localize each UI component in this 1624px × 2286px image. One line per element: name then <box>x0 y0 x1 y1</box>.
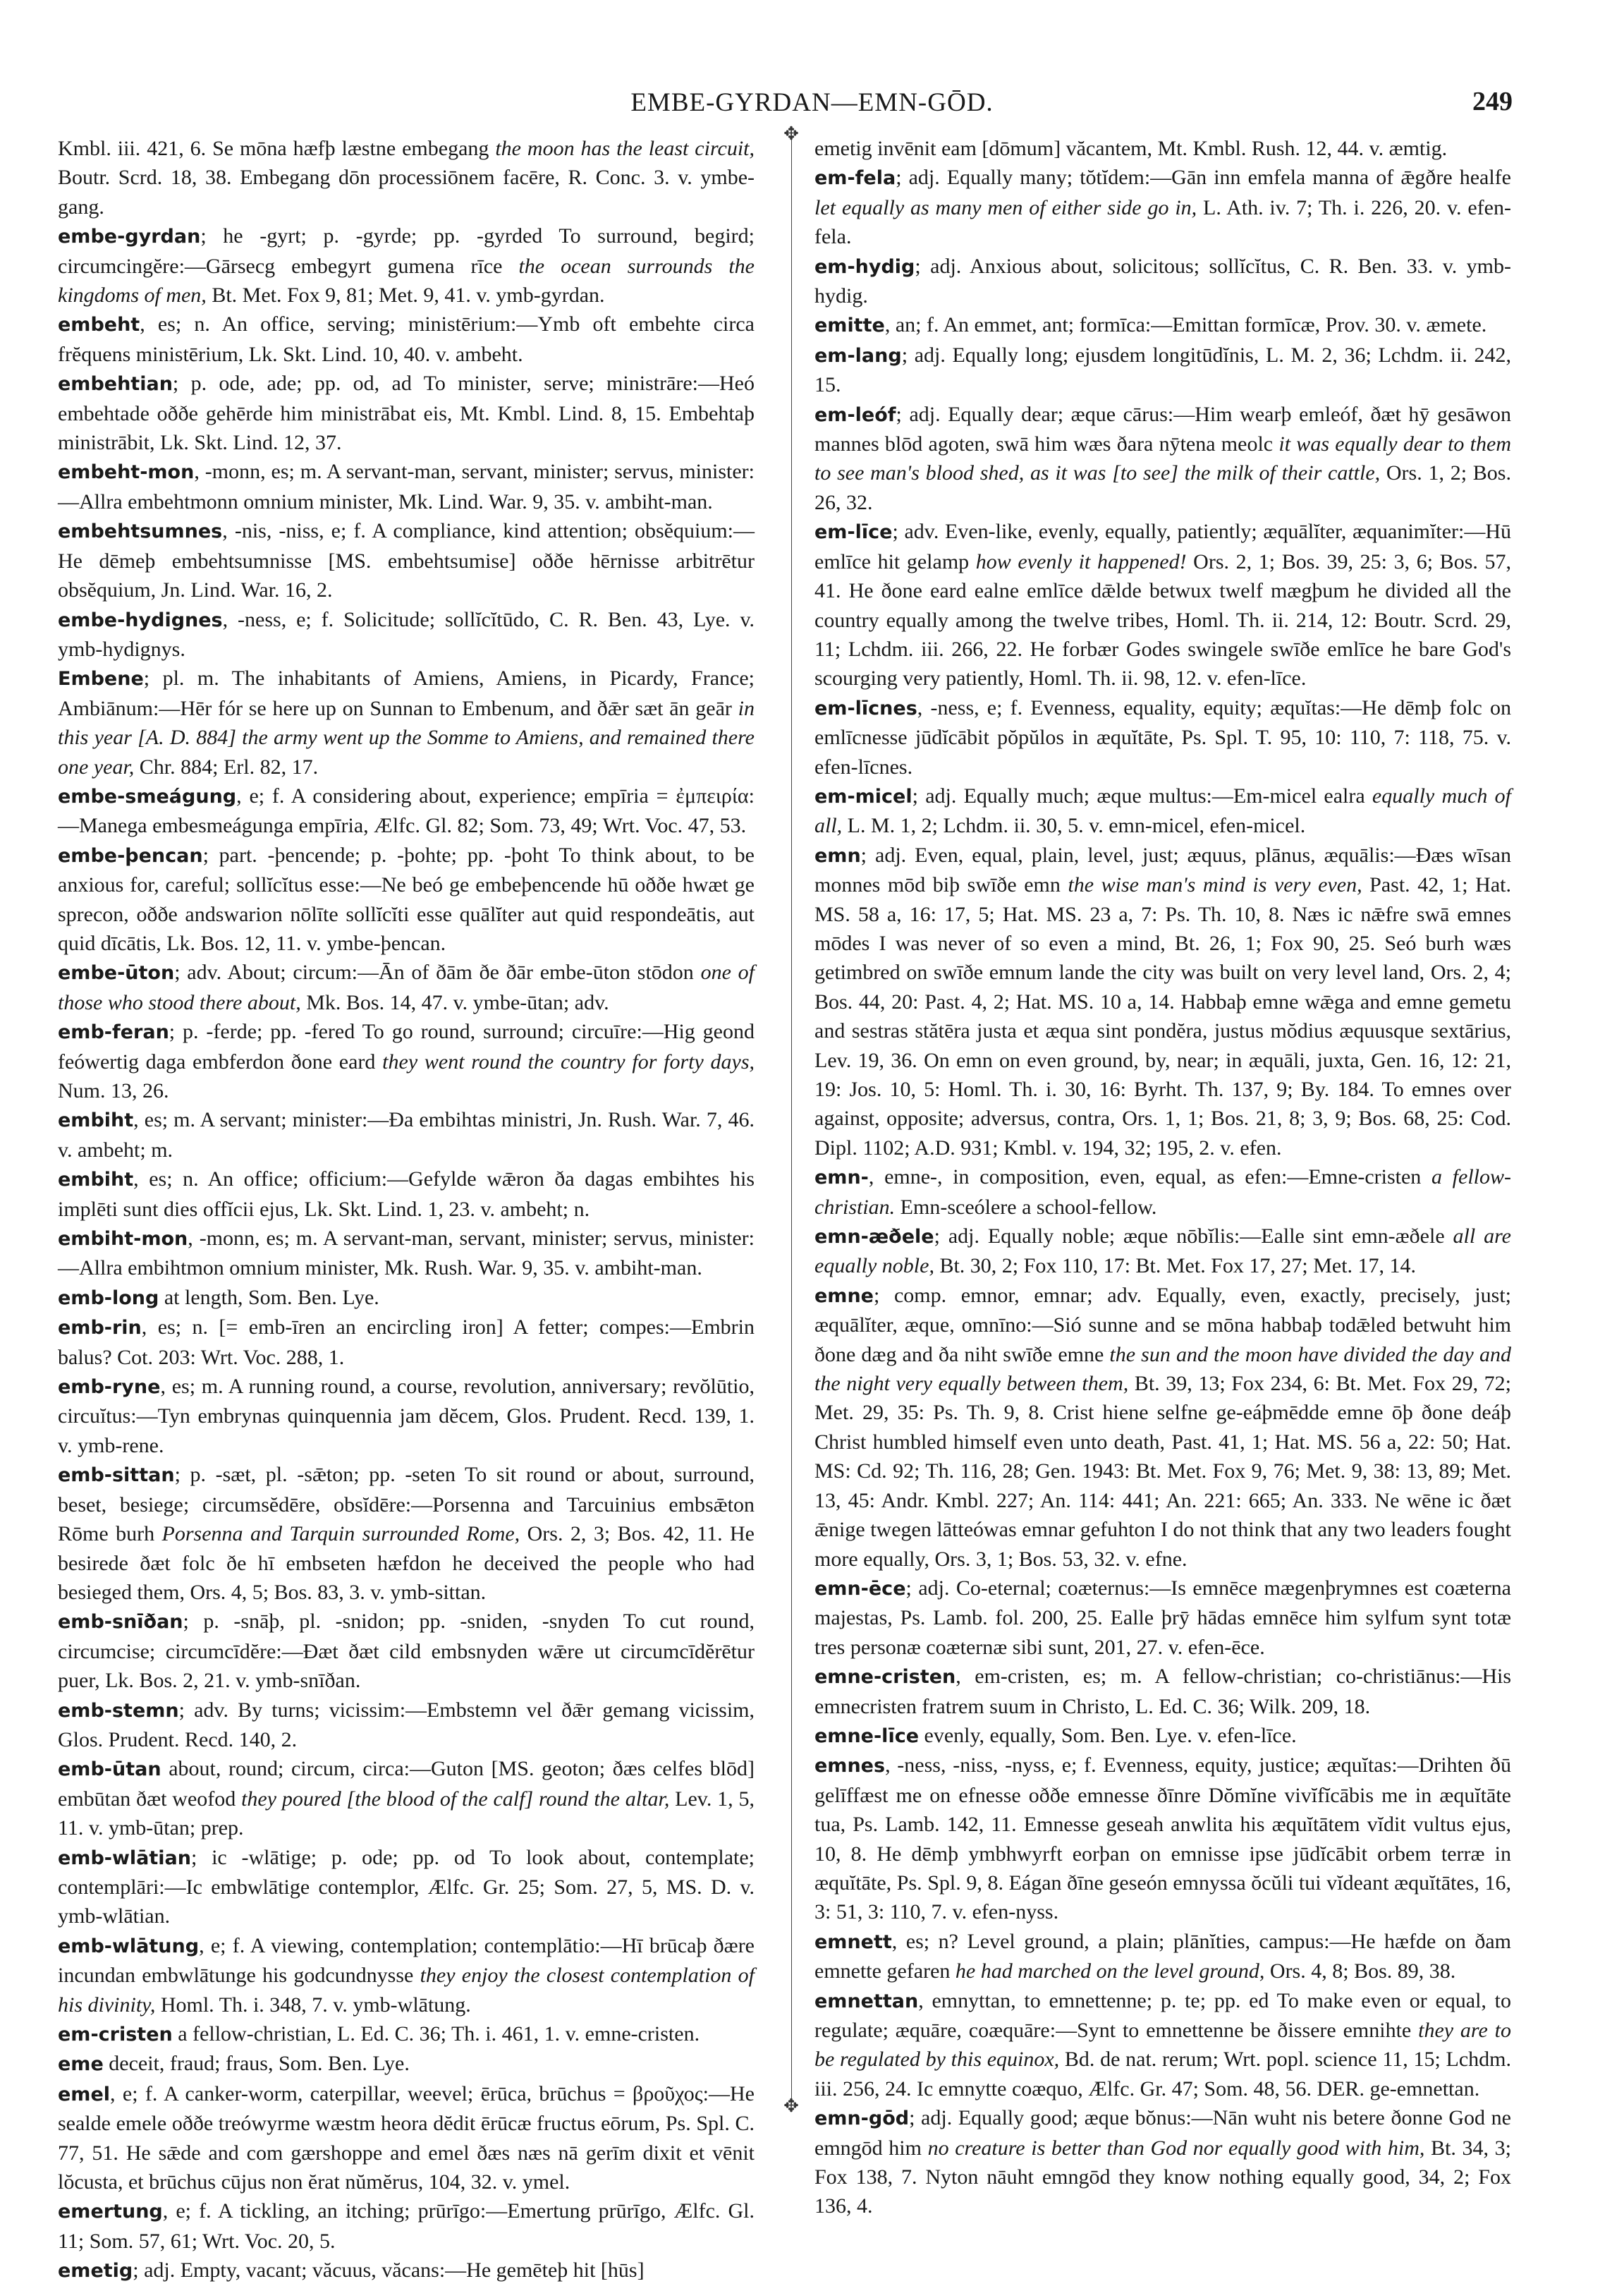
entry-headword: em-leóf <box>814 403 896 426</box>
dictionary-entry <box>58 1931 755 2019</box>
entry-text: ; p. -snāþ, pl. -snidon; pp. -sniden, -snyden To cut round, circumcise; circumcīdĕre:—Ðæt ðæt cild embsnyden wǣre ut circumcīdĕrētur puer, Lk. Bos. 2, 21. v. ymb-snīðan. <box>58 1610 755 1693</box>
entry-text: Mk. Bos. 14, 47. v. ymbe-ūtan; adv. <box>300 990 609 1014</box>
entry-translation: a fellow-christian. <box>814 1165 1511 1219</box>
entry-headword: embe-gyrdan <box>58 226 201 248</box>
entry-text: about, round; circum, circa:—Guton [MS. geoton; ðæs celfes blōd] embūtan ðæt weofod <box>58 1757 755 1811</box>
entry-text: L. M. 1, 2; Lchdm. ii. 30, 5. v. emn-micel, efen-micel. <box>842 814 1306 838</box>
entry-text: Lev. 1, 5, 11. v. ymb-ūtan; prep. <box>58 1787 755 1840</box>
entry-text: Kmbl. iii. 421, 6. Se mōna hæfþ læstne embegang <box>58 137 496 160</box>
entry-headword: emn <box>814 844 861 867</box>
entry-headword: eme <box>58 2053 104 2076</box>
dictionary-entry <box>58 1607 755 1695</box>
entry-headword: emn-æðele <box>814 1226 934 1248</box>
entry-text: , an; f. An emmet, ant; formīca:—Emittan formīcæ, Prov. 30. v. æmete. <box>884 313 1487 337</box>
entry-headword: Embene <box>58 668 144 691</box>
dictionary-entry <box>814 1281 1511 1574</box>
entry-text: , es; n. An office; officium:—Gefylde wǣron ða dagas embihtes his implēti sunt dies offĭcii ejus, Lk. Skt. Lind. 1, 23. v. ambeht; n. <box>58 1167 755 1221</box>
entry-text: , es; n. [= emb-īren an encircling iron] A fetter; compes:—Embrin balus? Cot. 203: Wrt. Voc. 288, 1. <box>58 1315 755 1369</box>
entry-headword: emel <box>58 2083 111 2105</box>
entry-headword: em-micel <box>814 785 912 808</box>
entry-text: , es; n? Level ground, a plain; plānĭties, campus:—He hæfde on ðam emnette gefaren <box>814 1929 1511 1983</box>
entry-text: , es; m. A running round, a course, revolution, anniversary; revŏlūtio, circuĭtus:—Tyn embrynas quinquennia jam dĕcem, Glos. Prudent. Recd. 139, 1. v. ymb-rene. <box>58 1375 755 1457</box>
entry-text: , e; f. A canker-worm, caterpillar, weevel; ērūca, brūchus = βροῦχος:—He sealde emele oððe treówyrme wæstm heora dĕdit ērūcæ fructus eōrum, Ps. Spl. C. 77, 51. He sǣde and com gærshoppe and emel ðæs næs nā gerīm dixit et vēnit lŏcusta, et brūchus cūjus non ĕrat nŭmĕrus, 104, 32. v. ymel. <box>58 2081 755 2194</box>
divider-ornament-top-icon: ✥ <box>783 123 799 144</box>
entry-headword: emb-stemn <box>58 1699 179 1722</box>
left-column <box>58 134 755 2282</box>
entry-text: ; adj. Equally much; æque multus:—Em-micel ealra <box>912 784 1372 808</box>
dictionary-entry <box>814 134 1511 163</box>
dictionary-entry <box>58 664 755 782</box>
entry-translation: the ocean surrounds the kingdoms of men, <box>58 254 755 308</box>
entry-text: Chr. 884; Erl. 82, 17. <box>134 755 319 779</box>
dictionary-entry <box>58 841 755 959</box>
entry-headword: em-cristen <box>58 2024 173 2045</box>
entry-text: ; p. ode, ade; pp. od, ad To minister, serve; ministrāre:—Heó embehtade oððe gehērde him ministrābat eis, Mt. Kmbl. Lind. 8, 15. Embehtaþ ministrābit, Lk. Skt. Lind. 12, 37. <box>58 372 755 455</box>
column-divider <box>791 130 792 2105</box>
dictionary-entry <box>58 310 755 369</box>
entry-text: ; adj. Equally long; ejusdem longitūdĭnis, L. M. 2, 36; Lchdm. ii. 242, 15. <box>814 343 1511 397</box>
entry-text: deceit, fraud; fraus, Som. Ben. Lye. <box>103 2052 410 2076</box>
entry-text: , -ness, e; f. Solicitude; sollĭcĭtūdo, C. R. Ben. 43, Lye. v. ymb-hydignys. <box>58 607 755 661</box>
entry-text: Bt. 34, 3; Fox 138, 7. Nyton nāuht emngōd they know nothing equally good, 34, 2; Fox 136, 4. <box>814 2136 1512 2218</box>
entry-text: Ors. 4, 8; Bos. 89, 38. <box>1264 1959 1456 1983</box>
dictionary-entry <box>814 1927 1511 1986</box>
entry-text: ; he -gyrt; p. -gyrde; pp. -gyrded To surround, begird; circumcingĕre:—Gārsecg embegyrt gumena rīce <box>58 224 755 278</box>
entry-headword: em-hydig <box>814 255 915 278</box>
entry-text: Bd. de nat. rerum; Wrt. popl. science 11, 15; Lchdm. iii. 256, 24. Ic emnytte coæquo, Ælfc. Gr. 47; Som. 48, 56. DER. ge-emnettan. <box>814 2048 1511 2100</box>
entry-text: , e; f. A considering about, experience; empīria = ἐμπειρία:—Manega embesmeágunga empīria, Ælfc. Gl. 82; Som. 73, 49; Wrt. Voc. 47, 53. <box>58 784 755 838</box>
dictionary-entry <box>58 2079 755 2197</box>
entry-text: ; adv. About; circum:—Ān of ðām ðe ðār embe-ūton stōdon <box>174 961 701 985</box>
entry-text: ; adj. Equally dear; æque cārus:—Him wearþ emleóf, ðæt hȳ gesāwon mannes blōd agoten, swā him wæs ðara nȳtena meolc <box>814 402 1511 456</box>
dictionary-entry <box>58 2256 755 2285</box>
entry-text: Emn-sceólere a school-fellow. <box>895 1195 1157 1219</box>
entry-headword: emertung <box>58 2201 163 2223</box>
entry-headword: emb-wlātian <box>58 1847 191 1869</box>
dictionary-entry <box>58 2196 755 2256</box>
entry-headword: emb-wlātung <box>58 1935 200 1957</box>
entry-headword: embiht <box>58 1109 134 1132</box>
entry-text: , e; f. A viewing, contemplation; contemplātio:—Hī brūcaþ ðære incundan embwlātunge his godcundnysse <box>58 1933 755 1988</box>
entry-text: Ors. 2, 3; Bos. 42, 11. He besirede ðæt folc ðe hī embseten hæfdon he deceived the people who had besieged them, Ors. 4, 5; Bos. 83, 3. v. ymb-sittan. <box>58 1522 755 1604</box>
entry-text: Homl. Th. i. 348, 7. v. ymb-wlātung. <box>155 1993 471 2017</box>
entry-translation: they enjoy the closest contemplation of his divinity, <box>58 1964 755 2017</box>
entry-headword: emetig <box>58 2260 133 2282</box>
dictionary-entry <box>58 1754 755 1842</box>
entry-translation: they are to be regulated by this equinox, <box>814 2019 1512 2072</box>
dictionary-entry <box>814 310 1511 340</box>
dictionary-entry <box>814 1662 1511 1721</box>
entry-headword: emnett <box>814 1931 892 1953</box>
entry-text: Bt. 30, 2; Fox 110, 17: Bt. Met. Fox 17, 27; Met. 17, 14. <box>934 1254 1417 1278</box>
dictionary-entry <box>58 221 755 310</box>
dictionary-entry <box>814 2103 1511 2221</box>
dictionary-entry <box>814 1721 1511 1751</box>
entry-text: Bt. Met. Fox 9, 81; Met. 9, 41. v. ymb-gyrdan. <box>206 284 605 308</box>
entry-headword: emb-rin <box>58 1317 142 1339</box>
entry-text: Boutr. Scrd. 18, 38. Embegang dōn processiōnem facēre, R. Conc. 3. v. ymbe-gang. <box>58 166 755 219</box>
dictionary-entry <box>58 1460 755 1607</box>
dictionary-entry <box>58 457 755 516</box>
page-number: 249 <box>1472 87 1513 116</box>
entry-headword: embiht-mon <box>58 1228 188 1251</box>
entry-translation: it was equally dear to them to see man's blood shed, as it was [to see] the milk of their cattle, <box>814 432 1511 485</box>
entry-text: a fellow-christian, L. Ed. C. 36; Th. i. 461, 1. v. emne-cristen. <box>172 2022 700 2045</box>
dictionary-entry <box>814 1574 1511 1662</box>
entry-translation: Porsenna and Tarquin surrounded Rome, <box>161 1522 520 1546</box>
entry-headword: embe-hydignes <box>58 609 223 631</box>
dictionary-entry <box>58 782 755 841</box>
entry-text: , emne-, in composition, even, equal, as efen:—Emne-cristen <box>868 1165 1431 1189</box>
dictionary-entry <box>58 1313 755 1372</box>
entry-text: Bt. 39, 13; Fox 234, 6: Bt. Met. Fox 29, 72; Met. 29, 35: Ps. Th. 9, 8. Crist hiene selfne ge-eáþmēdde emne ōþ ðone deáþ Christ humbled himself even unto death, Past. 41, 1; Hat. MS. 56 a, 22: 50; Hat. MS: Cd. 92; Th. 116, 28; Gen. 1943: Bt. Met. Fox 9, 76; Met. 9, 38: 13, 89; Met. 13, 45: Andr. Kmbl. 227; An. 114: 441; An. 221: 665; An. 333. Ne wēne ic ðæt ǣnige twegen lātteówas emnar gefuhton I do not think that any two leaders fought more equally, Ors. 3, 1; Bos. 53, 32. v. efne. <box>814 1372 1511 1571</box>
entry-headword: emn- <box>814 1167 869 1189</box>
entry-headword: emn-ēce <box>814 1577 906 1600</box>
entry-text: , emnyttan, to emnettenne; p. te; pp. ed To make even or equal, to regulate; æquāre, coæquāre:—Synt to emnettenne be ðissere emnihte <box>814 1988 1511 2042</box>
entry-text: , em-cristen, es; m. A fellow-christian; co-christiānus:—His emnecristen fratrem suum in Christo, L. Ed. C. 36; Wilk. 209, 18. <box>814 1665 1511 1718</box>
entry-text: ; p. -sæt, pl. -sǣton; pp. -seten To sit round or about, surround, beset, besiege; circumsĕdēre, obsĭdēre:—Porsenna and Tarcuinius embsǣton Rōme burh <box>58 1463 755 1546</box>
entry-headword: emn-gōd <box>814 2108 910 2130</box>
entry-translation: in this year [A. D. 884] the army went up the Somme to Amiens, and remained there one year, <box>58 696 755 779</box>
dictionary-entry <box>58 1283 755 1313</box>
entry-headword: emb-snīðan <box>58 1611 183 1634</box>
entry-headword: embehtsumnes <box>58 521 223 543</box>
entry-headword: emne-cristen <box>814 1666 956 1689</box>
dictionary-entry <box>58 1165 755 1224</box>
dictionary-entry <box>814 400 1511 518</box>
dictionary-entry <box>814 1162 1511 1222</box>
dictionary-entry <box>58 134 755 221</box>
entry-text: L. Ath. iv. 7; Th. i. 226, 20. v. efen-fela. <box>814 195 1511 249</box>
dictionary-entry <box>814 341 1511 400</box>
entry-headword: emb-ūtan <box>58 1758 161 1781</box>
entry-text: ; part. -þencende; p. -þohte; pp. -þoht To think about, to be anxious for, careful; sollĭcĭtus esse:—Ne beó ge embeþencende hū oððe hwæt ge sprecon, oððe andswarion nōlīte sollĭcĭti esse quālĭter aut quid respondeātis, aut quid dīcātis, Lk. Bos. 12, 11. v. ymbe-þencan. <box>58 843 755 955</box>
entry-text: ; adj. Equally noble; æque nōbĭlis:—Ealle sint emn-æðele <box>934 1224 1453 1248</box>
entry-translation: how evenly it happened! <box>975 549 1187 573</box>
entry-translation: the moon has the least circuit, <box>495 137 755 160</box>
dictionary-entry <box>58 1696 755 1755</box>
entry-text: Num. 13, 26. <box>58 1079 169 1102</box>
dictionary-entry <box>58 1105 755 1165</box>
entry-text: ; adj. Anxious about, solicitous; sollĭcĭtus, C. R. Ben. 33. v. ymb-hydig. <box>814 254 1511 308</box>
entry-headword: emb-sittan <box>58 1464 175 1487</box>
entry-text: ; ic -wlātige; p. ode; pp. od To look about, contemplate; contemplāri:—Ic embwlātige contemplor, Ælfc. Gr. 25; Som. 27, 5, MS. D. v. ymb-wlātian. <box>58 1845 755 1928</box>
entry-text: evenly, equally, Som. Ben. Lye. v. efen-līce. <box>919 1723 1297 1747</box>
entry-headword: embe-þencan <box>58 844 203 867</box>
entry-text: , e; f. A tickling, an itching; prūrīgo:—Emertung prūrīgo, Ælfc. Gl. 11; Som. 57, 61; Wrt. Voc. 20, 5. <box>58 2199 755 2253</box>
dictionary-entry <box>814 693 1511 782</box>
entry-text: ; adv. Even-like, evenly, equally, patiently; æquālĭter, æquanimĭter:—Hū emlīce hit gelamp <box>814 520 1511 573</box>
entry-headword: embe-ūton <box>58 962 175 985</box>
entry-text: , -monn, es; m. A servant-man, servant, minister; servus, minister:—Allra embehtmonn omnium minister, Mk. Lind. War. 9, 35. v. ambiht-man. <box>58 460 755 513</box>
page-title: EMBE-GYRDAN—EMN-GŌD. <box>630 88 994 117</box>
entry-translation: they poured [the blood of the calf] round the altar, <box>241 1787 670 1811</box>
entry-text: ; adj. Empty, vacant; văcuus, văcans:—He gemēteþ hit [hūs] <box>133 2258 645 2282</box>
dictionary-entry <box>58 605 755 664</box>
dictionary-entry <box>58 1017 755 1105</box>
entry-translation: all are equally noble, <box>814 1224 1511 1278</box>
entry-text: , es; m. A servant; minister:—Ða embihtas ministri, Jn. Rush. War. 7, 46. v. ambeht; m. <box>58 1108 755 1162</box>
entry-headword: emitte <box>814 315 885 337</box>
entry-headword: embeht <box>58 314 140 336</box>
dictionary-entry <box>58 1372 755 1460</box>
entry-translation: no creature is better than God nor equally good with him, <box>927 2136 1425 2160</box>
entry-text: ; pl. m. The inhabitants of Amiens, Amiens, in Picardy, France; Ambiānum:—Hēr fór se here up on Sunnan to Embenum, and ðǣr sæt ān geār <box>58 667 755 720</box>
entry-headword: embe-smeágung <box>58 785 237 808</box>
dictionary-entry <box>814 1222 1511 1281</box>
entry-text: ; adj. Co-eternal; coæternus:—Is emnēce mægenþrymnes est coæterna majestas, Ps. Lamb. fol. 200, 25. Ealle þrȳ hādas emnēce him sylfum synt totæ tres personæ coæternæ sibi sunt, 201, 27. v. efen-ēce. <box>814 1576 1511 1659</box>
entry-text: , -ness, e; f. Evenness, equality, equity; æquĭtas:—He dēmþ folc on emlīcnesse jūdĭcābit pŏpŭlos in æquĭtāte, Ps. Spl. T. 95, 10: 110, 7: 118, 75. v. efen-līcnes. <box>814 695 1511 779</box>
entry-text: , -monn, es; m. A servant-man, servant, minister; servus, minister:—Allra embihtmon omnium minister, Mk. Rush. War. 9, 35. v. ambiht-man. <box>58 1227 755 1280</box>
entry-text: , es; n. An office, serving; ministērium:—Ymb oft embehte circa frĕquens ministērium, Lk. Skt. Lind. 10, 40. v. ambeht. <box>58 312 755 366</box>
entry-headword: em-līcnes <box>814 697 917 719</box>
dictionary-entry <box>58 958 755 1017</box>
entry-headword: emb-feran <box>58 1021 169 1044</box>
entry-translation: let equally as many men of either side go in, <box>814 195 1197 219</box>
dictionary-entry <box>814 782 1511 841</box>
entry-translation: the sun and the moon have divided the day and the night very equally between them, <box>814 1342 1511 1396</box>
entry-headword: em-lang <box>814 344 902 367</box>
entry-text: emetig invēnit eam [dōmum] văcantem, Mt. Kmbl. Rush. 12, 44. v. æmtig. <box>814 137 1448 160</box>
entry-headword: emb-long <box>58 1287 159 1309</box>
dictionary-entry <box>58 2019 755 2049</box>
dictionary-entry <box>814 1986 1511 2104</box>
dictionary-entry <box>814 1751 1511 1926</box>
entry-headword: emnes <box>814 1755 886 1777</box>
entry-translation: one of those who stood there about, <box>58 961 755 1014</box>
entry-text: ; comp. emnor, emnar; adv. Equally, even, exactly, precisely, just; æquālĭter, æque, omnīno:—Sió sunne and se mōna habbaþ todǣled betwuht him ðone dæg and ða niht swīðe emne <box>814 1283 1511 1366</box>
entry-headword: emne-līce <box>814 1725 920 1747</box>
entry-text: , -nis, -niss, e; f. A compliance, kind attention; obsĕquium:—He dēmeþ embehtsumnisse [MS. embehtsumise] oððe hērnisse arbitrētur obsĕquium, Jn. Lind. War. 16, 2. <box>58 519 755 602</box>
entry-headword: emnettan <box>814 1990 919 2012</box>
right-column <box>814 134 1512 2218</box>
entry-text: ; p. -ferde; pp. -fered To go round, surround; circuīre:—Hig geond feówertig daga embferdon ðone eard <box>58 1020 755 1074</box>
entry-headword: emb-ryne <box>58 1376 161 1399</box>
running-header <box>99 83 1525 123</box>
dictionary-entry <box>58 2049 755 2079</box>
entry-text: Ors. 1, 2; Bos. 26, 32. <box>814 461 1511 514</box>
entry-text: Past. 42, 1; Hat. MS. 58 a, 16: 17, 5; Hat. MS. 23 a, 7: Ps. Th. 10, 8. Næs ic nǣfre swā emnes mōdes I was never of so even a mind, Bt. 26, 1; Fox 90, 25. Seó burh wæs getimbred on swīðe emnum lande the city was built on very level land, Ors. 2, 4; Bos. 44, 20: Past. 4, 2; Hat. MS. 10 a, 14. Habbaþ emne wǣga and emne gemetu and sestras stătēra justa et æqua sint pondĕra, justus mŏdius æquusque sextārius, Lev. 19, 36. On emn on even ground, by, near; in æquāli, juxta, Gen. 16, 12: 21, 19: Jos. 10, 5: Homl. Th. i. 30, 16: Byrht. Th. 137, 9; By. 184. To emnes over against, opposite; adversus, contra, Ors. 1, 1; Bos. 21, 8; 3, 9; Bos. 68, 25: Cod. Dipl. 1102; A.D. 931; Kmbl. v. 194, 32; 195, 2. v. efen. <box>814 873 1511 1160</box>
entry-translation: he had marched on the level ground, <box>955 1959 1265 1983</box>
entry-headword: embiht <box>58 1169 134 1191</box>
entry-translation: the wise man's mind is very even, <box>1068 873 1362 897</box>
entry-headword: emne <box>814 1284 874 1307</box>
entry-headword: em-fela <box>814 167 896 190</box>
dictionary-entry <box>58 516 755 604</box>
entry-headword: embehtian <box>58 373 173 396</box>
entry-text: ; adv. By turns; vicissim:—Embstemn vel ðǣr gemang vicissim, Glos. Prudent. Recd. 140, 2. <box>58 1698 755 1751</box>
entry-headword: embeht-mon <box>58 461 195 484</box>
entry-text: , -ness, -niss, -nyss, e; f. Evenness, equity, justice; æquĭtas:—Drihten ðū gelīffæst me on efnesse oððe emnesse ðīnre Dŏmĭne vivĭfĭcābis me in æquĭtāte tua, Ps. Lamb. 142, 11. Emnesse geseah anwlita his æquĭtātem vĭdit vultus ejus, 10, 8. He dēmþ ymbhwyrft eorþan on emnisse ipse jūdĭcābit orbem terræ in æquĭtāte, Ps. Spl. 9, 8. Eágan ðīne geseón emnyssa ŏcŭli tui vĭdeant æquĭtātes, 16, 3: 51, 3: 110, 7. v. efen-nyss. <box>814 1753 1511 1924</box>
dictionary-entry <box>58 1224 755 1283</box>
dictionary-entry <box>814 163 1511 251</box>
entry-text: ; adj. Equally many; tŏtĭdem:—Gān inn emfela manna of ǣgðre healfe <box>896 166 1511 190</box>
entry-text: at length, Som. Ben. Lye. <box>159 1285 379 1309</box>
entry-translation: they went round the country for forty days, <box>382 1050 755 1074</box>
dictionary-entry <box>814 252 1511 311</box>
divider-ornament-bottom-icon: ✥ <box>783 2096 799 2116</box>
dictionary-entry <box>58 369 755 457</box>
entry-text: ; adj. Even, equal, plain, level, just; æquus, plānus, æquālis:—Ðæs wīsan monnes mōd biþ swīðe emn <box>814 843 1511 897</box>
entry-text: ; adj. Equally good; æque bŏnus:—Nān wuht nis betere ðonne God ne emngōd him <box>814 2106 1511 2160</box>
entry-headword: em-līce <box>814 521 893 544</box>
entry-translation: equally much of all, <box>814 784 1511 838</box>
dictionary-entry <box>814 841 1511 1162</box>
dictionary-entry <box>814 517 1511 693</box>
dictionary-entry <box>58 1843 755 1931</box>
entry-text: Ors. 2, 1; Bos. 39, 25: 3, 6; Bos. 57, 41. He ðone eard ealne emlīce dǣlde betwux twelf mægþum he divided all the country equally among the twelve tribes, Homl. Th. ii. 214, 12: Boutr. Scrd. 29, 11; Lchdm. iii. 266, 22. He forbær Godes swingele swīðe emlīce he bare God's scourging very patiently, Homl. Th. ii. 98, 12. v. efen-līce. <box>814 549 1511 691</box>
